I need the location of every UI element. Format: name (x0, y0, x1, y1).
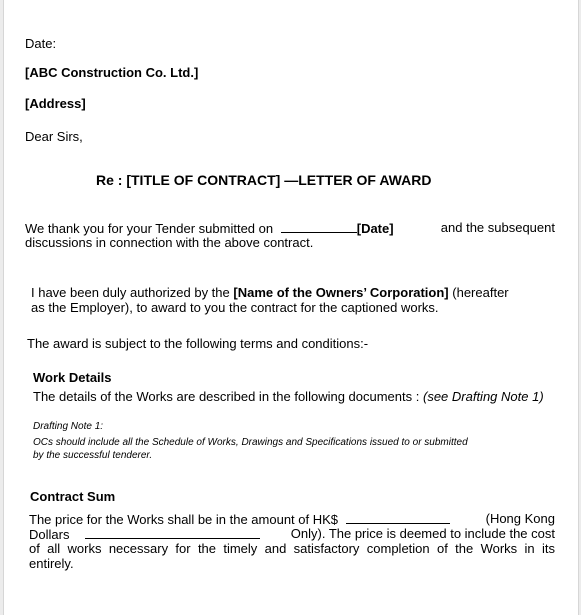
contract-sum-line-2 (29, 526, 555, 542)
work-details-heading: Work Details (33, 370, 112, 385)
contract-sum-line-4: entirely. (29, 556, 74, 571)
paragraph-2-line-1 (31, 285, 509, 300)
paragraph-2-line-2: as the Employer), to award to you the contract for the captioned works. (31, 300, 439, 315)
hong-kong-text: (Hong Kong (485, 511, 555, 526)
work-details-text (33, 389, 544, 404)
paragraph-3: The award is subject to the following terms and conditions:- (27, 336, 369, 351)
letter-title: Re : [TITLE OF CONTRACT] —LETTER OF AWARD (96, 172, 432, 188)
hereafter-text: (hereafter (452, 285, 509, 300)
paragraph-1-line-1 (25, 220, 555, 236)
drafting-note-reference: (see Drafting Note 1) (422, 389, 544, 404)
amount-blank-line (346, 511, 450, 524)
authorized-text: I have been duly authorized by the (31, 285, 230, 300)
drafting-note-title: Drafting Note 1: (33, 421, 104, 432)
letter-page (3, 0, 579, 615)
dollars-text: Dollars (29, 527, 70, 542)
date-blank-line (281, 220, 357, 233)
price-deemed-text: Only). The price is deemed to include the cost (290, 526, 555, 541)
contract-sum-line-3: of all works necessary for the timely and satisfactory completion of the Works in its (29, 541, 555, 556)
drafting-note-line-1: OCs should include all the Schedule of Works, Drawings and Specifications issued to or submitted (33, 437, 468, 448)
owners-corporation-placeholder: [Name of the Owners’ Corporation] (233, 285, 449, 300)
company-name: [ABC Construction Co. Ltd.] (25, 65, 199, 80)
paragraph-1-line-2: discussions in connection with the above contract. (25, 235, 314, 250)
dollars-blank-line (85, 526, 260, 539)
address: [Address] (25, 96, 86, 111)
contract-sum-line-1 (29, 511, 555, 527)
drafting-note-line-2: by the successful tenderer. (33, 450, 153, 461)
price-text: The price for the Works shall be in the amount of HK$ (29, 512, 339, 527)
contract-sum-heading: Contract Sum (30, 489, 116, 504)
tender-text: We thank you for your Tender submitted on (25, 221, 274, 236)
work-details-sentence: The details of the Works are described in the following documents : (33, 389, 420, 404)
date-label: Date: (25, 36, 57, 51)
subsequent-text: and the subsequent (440, 220, 555, 235)
tender-date-placeholder: [Date] (356, 221, 394, 236)
salutation: Dear Sirs, (25, 129, 83, 144)
